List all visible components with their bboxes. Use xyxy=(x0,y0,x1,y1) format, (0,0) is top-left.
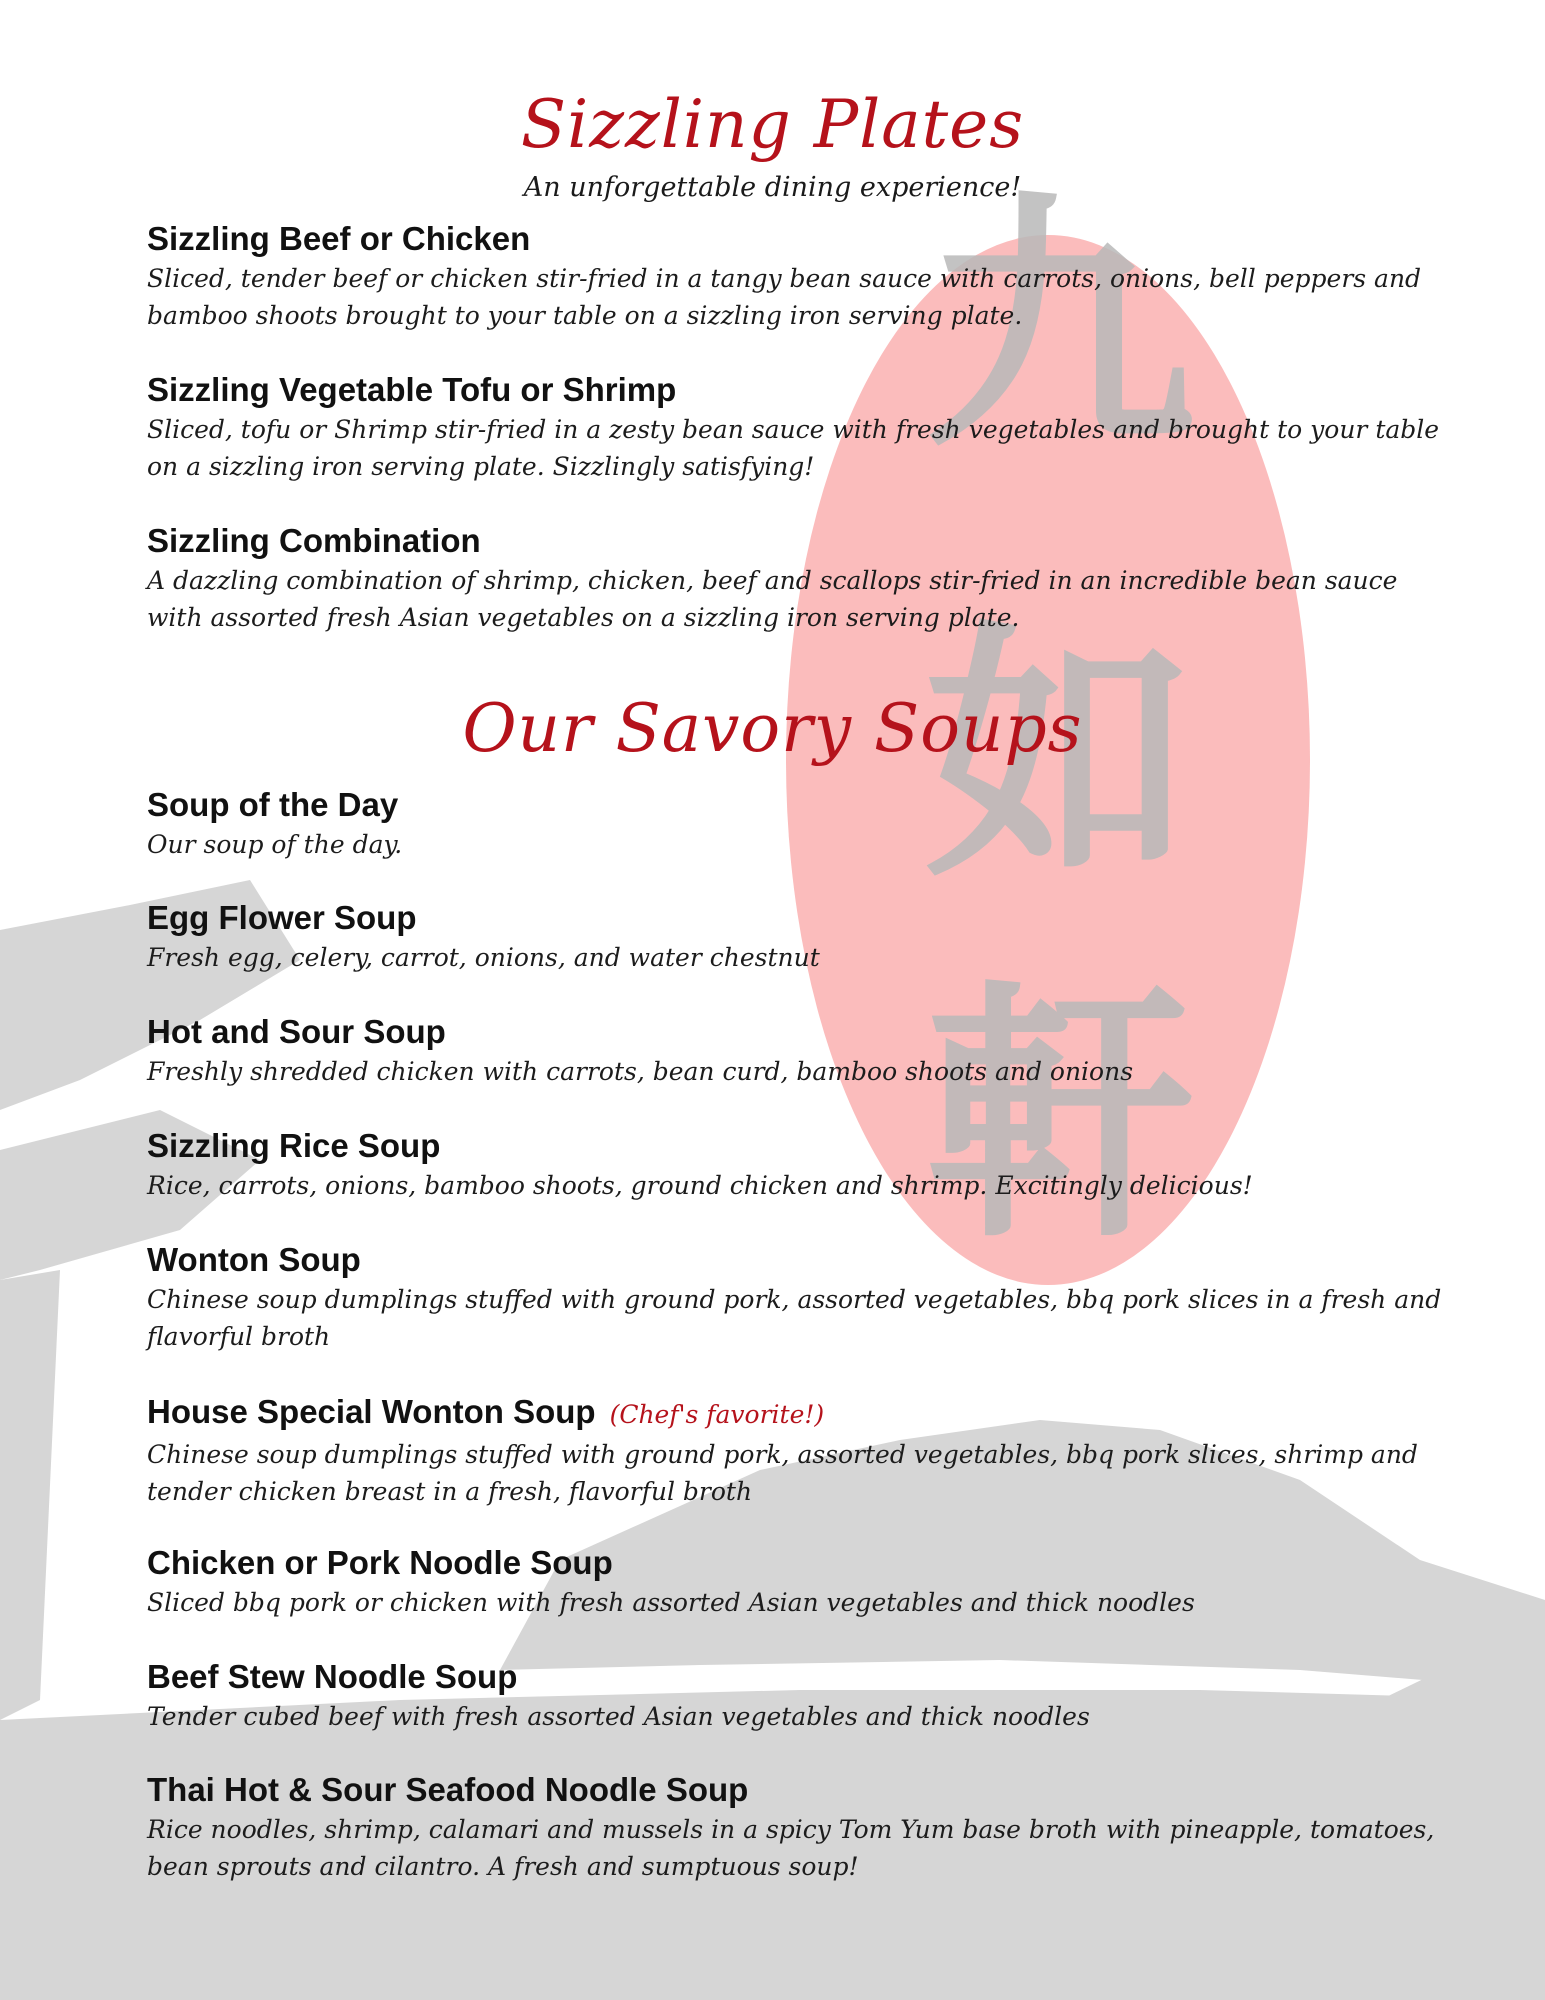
item-name: Beef Stew Noodle Soup xyxy=(147,1658,518,1695)
watermark-char-3: 軒 xyxy=(925,956,1195,1274)
menu-item xyxy=(147,1771,1447,1885)
item-description: Sliced bbq pork or chicken with fresh assorted Asian vegetables and thick noodles xyxy=(147,1588,1195,1617)
menu-item xyxy=(147,899,1447,976)
item-name: Wonton Soup xyxy=(147,1241,361,1278)
menu-item xyxy=(147,1013,1447,1090)
item-description: Tender cubed beef with fresh assorted Asian vegetables and thick noodles xyxy=(147,1702,1090,1731)
sizzling-title: Sizzling Plates xyxy=(520,86,1025,163)
menu-item xyxy=(147,1393,1447,1510)
menu-item xyxy=(147,1544,1447,1621)
item-name: Hot and Sour Soup xyxy=(147,1013,446,1050)
item-name: Sizzling Combination xyxy=(147,522,481,559)
menu-item xyxy=(147,371,1447,485)
item-name: House Special Wonton Soup xyxy=(147,1393,596,1430)
menu-item xyxy=(147,220,1447,334)
watermark-char-2: 如 xyxy=(925,596,1195,914)
watermark-char-1: 九 xyxy=(925,166,1195,484)
item-description: Our soup of the day. xyxy=(147,830,403,859)
item-name: Sizzling Vegetable Tofu or Shrimp xyxy=(147,371,677,408)
sizzling-subtitle: An unforgettable dining experience! xyxy=(523,172,1022,203)
item-name: Egg Flower Soup xyxy=(147,899,417,936)
item-name: Chicken or Pork Noodle Soup xyxy=(147,1544,613,1581)
item-name: Sizzling Rice Soup xyxy=(147,1127,441,1164)
item-name: Thai Hot & Sour Seafood Noodle Soup xyxy=(147,1771,749,1808)
menu-item xyxy=(147,1658,1447,1735)
item-description: Rice, carrots, onions, bamboo shoots, ground chicken and shrimp. Excitingly delicious! xyxy=(147,1171,1253,1200)
item-name-row xyxy=(147,1393,1447,1434)
chef-favorite-note: (Chef's favorite!) xyxy=(609,1400,825,1429)
item-description: Fresh egg, celery, carrot, onions, and water chestnut xyxy=(147,943,820,972)
item-description: Sliced, tender beef or chicken stir-fried in a tangy bean sauce with carrots, onions, bell peppers and bamboo shoots brought to your table on a sizzling iron serving plate. xyxy=(147,264,1422,330)
item-description: Rice noodles, shrimp, calamari and mussels in a spicy Tom Yum base broth with pineapple, tomatoes, bean sprouts and cilantro. A fresh and sumptuous soup! xyxy=(147,1815,1435,1881)
item-name: Soup of the Day xyxy=(147,786,399,823)
item-description: Sliced, tofu or Shrimp stir-fried in a zesty bean sauce with fresh vegetables and brought to your table on a sizzling iron serving plate. Sizzlingly satisfying! xyxy=(147,415,1440,481)
menu-item xyxy=(147,522,1447,636)
item-name: Sizzling Beef or Chicken xyxy=(147,220,531,257)
item-description: Chinese soup dumplings stuffed with ground pork, assorted vegetables, bbq pork slices, shrimp and tender chicken breast in a fresh, flavorful broth xyxy=(147,1440,1418,1506)
item-description: A dazzling combination of shrimp, chicken, beef and scallops stir-fried in an incredible bean sauce with assorted fresh Asian vegetables on a sizzling iron serving plate. xyxy=(147,566,1398,632)
menu-item xyxy=(147,1241,1447,1355)
menu-item xyxy=(147,786,1447,863)
menu-item xyxy=(147,1127,1447,1204)
item-description: Freshly shredded chicken with carrots, bean curd, bamboo shoots and onions xyxy=(147,1057,1134,1086)
soups-title: Our Savory Soups xyxy=(462,690,1083,767)
item-description: Chinese soup dumplings stuffed with ground pork, assorted vegetables, bbq pork slices in a fresh and flavorful broth xyxy=(147,1285,1442,1351)
